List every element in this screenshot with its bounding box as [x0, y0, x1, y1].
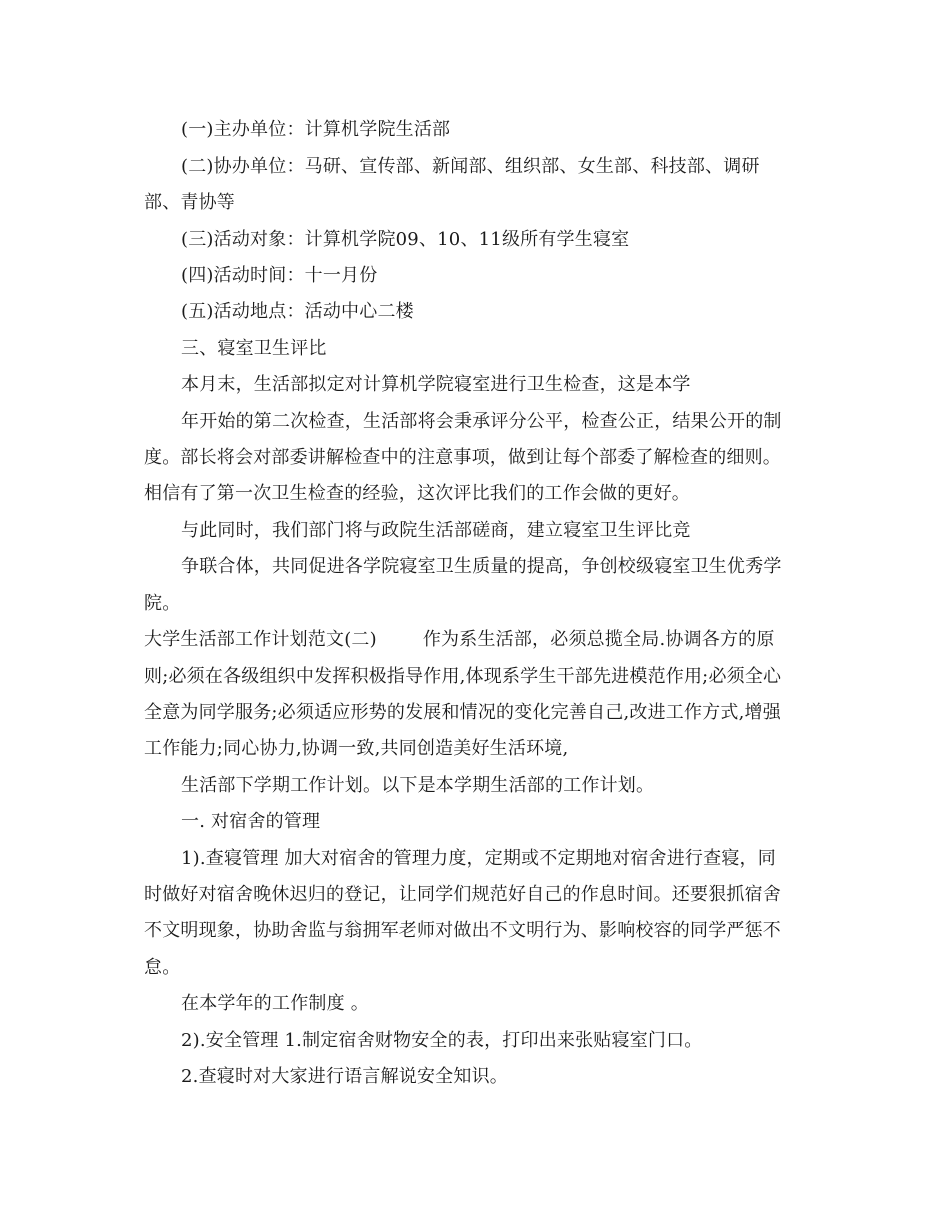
- section-heading: 一. 对宿舍的管理: [181, 811, 321, 832]
- article-title: 大学生活部工作计划范文(二): [144, 629, 377, 650]
- text-line: 2).安全管理 1.制定宿舍财物安全的表，打印出来张贴寝室门口。: [181, 1030, 703, 1051]
- text-line: 1).查寝管理 加大对宿舍的管理力度，定期或不定期地对宿舍进行查寝，同: [181, 848, 776, 869]
- text-line: (一)主办单位：计算机学院生活部: [181, 119, 451, 140]
- text-line: 度。部长将会对部委讲解检查中的注意事项，做到让每个部委了解检查的细则。: [144, 447, 781, 468]
- text-line: 与此同时，我们部门将与政院生活部磋商，建立寝室卫生评比竞: [181, 520, 691, 541]
- text-line: 时做好对宿舍晚休迟归的登记，让同学们规范好自己的作息时间。还要狠抓宿舍: [144, 884, 781, 905]
- text-line: 生活部下学期工作计划。以下是本学期生活部的工作计划。: [181, 775, 655, 796]
- text-line: 不文明现象，协助舍监与翁拥军老师对做出不文明行为、影响校容的同学严惩不: [144, 920, 781, 941]
- text-line: 相信有了第一次卫生检查的经验，这次评比我们的工作会做的更好。: [144, 483, 690, 504]
- text-line: (四)活动时间：十一月份: [181, 265, 378, 286]
- text-line: 全意为同学服务;必须适应形势的发展和情况的变化完善自己,改进工作方式,增强: [144, 702, 781, 723]
- text-line: 怠。: [144, 957, 181, 978]
- text-line: 则;必须在各级组织中发挥积极指导作用,体现系学生干部先进模范作用;必须全心: [144, 666, 782, 687]
- text-line: 在本学年的工作制度 。: [181, 993, 369, 1014]
- text-line: 年开始的第二次检查，生活部将会秉承评分公平，检查公正，结果公开的制: [181, 411, 782, 432]
- text-line: 部、青协等: [144, 192, 235, 213]
- text-line: [144, 629, 775, 651]
- text-line: (五)活动地点：活动中心二楼: [181, 301, 414, 322]
- text-line: 本月末，生活部拟定对计算机学院寝室进行卫生检查，这是本学: [181, 374, 691, 395]
- text-line: 工作能力;同心协力,协调一致,共同创造美好生活环境,: [144, 738, 569, 759]
- text-line: 2.查寝时对大家进行语言解说安全知识。: [181, 1066, 508, 1087]
- text-line: (三)活动对象：计算机学院09、10、11级所有学生寝室: [181, 229, 630, 250]
- text-run: 作为系生活部，必须总揽全局.协调各方的原: [422, 629, 775, 650]
- text-line: 院。: [144, 593, 181, 614]
- section-heading: 三、寝室卫生评比: [181, 338, 327, 359]
- text-line: 争联合体，共同促进各学院寝室卫生质量的提高，争创校级寝室卫生优秀学: [181, 556, 782, 577]
- text-line: (二)协办单位：马研、宣传部、新闻部、组织部、女生部、科技部、调研: [181, 156, 760, 177]
